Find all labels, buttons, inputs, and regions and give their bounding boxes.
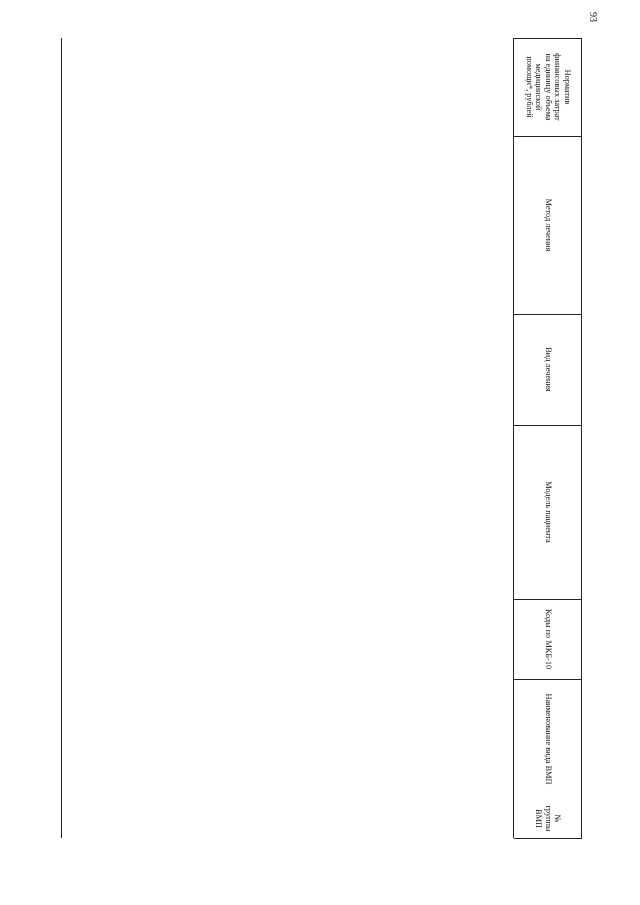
header-norm: Норматив финансовых затрат на единицу объема медицинской помощи*, рублей bbox=[524, 53, 572, 121]
header-method: Метод лечения bbox=[543, 198, 553, 252]
table-bottom-border bbox=[61, 38, 62, 838]
header-codes: Коды по МКБ-10 bbox=[543, 608, 553, 670]
rotated-table-sheet bbox=[62, 38, 582, 838]
header-type: Вид лечения bbox=[543, 347, 553, 392]
page-number: 93 bbox=[587, 12, 598, 22]
header-num: № группы ВМП bbox=[534, 805, 563, 832]
header-model: Модель пациента bbox=[543, 481, 553, 543]
header-name: Наименование вида ВМП bbox=[543, 693, 553, 785]
col-divider-7 bbox=[514, 838, 582, 839]
